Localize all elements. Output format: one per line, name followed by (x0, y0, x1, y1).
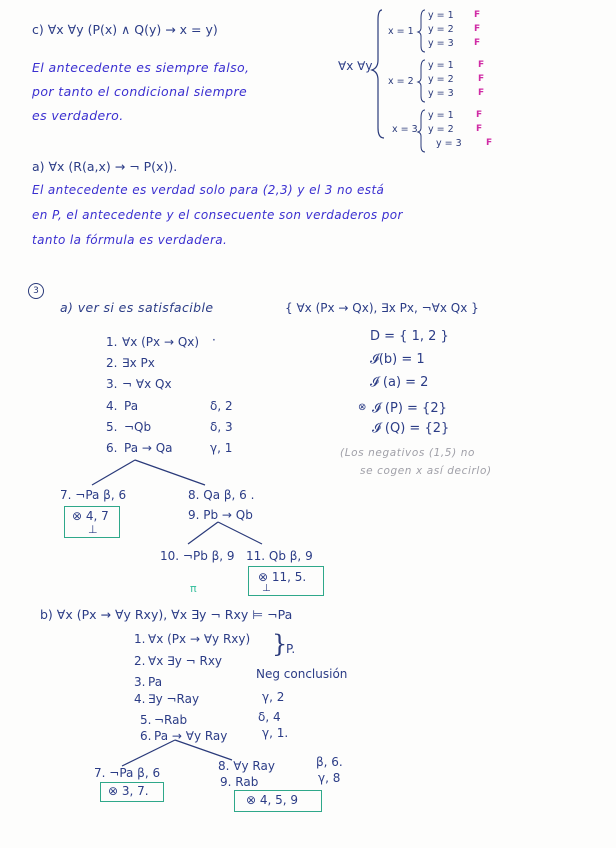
step-number: 6. (140, 729, 152, 743)
y-value: y = 1 (428, 10, 454, 21)
model-bullet: ⊗ (358, 402, 367, 413)
formula-set: { ∀x (Px → Qx), ∃x Px, ¬∀x Qx } (285, 301, 479, 315)
branch-left: 10. ¬Pb β, 9 (160, 549, 235, 563)
step-formula: Pa → Qa (124, 441, 173, 455)
step-formula: ∀x ∃y ¬ Rxy (148, 654, 223, 668)
truth-value: F (476, 124, 483, 134)
truth-value: F (474, 10, 481, 20)
branch-left: 7. ¬Pa β, 6 (60, 488, 127, 502)
branch-left: 7. ¬Pa β, 6 (94, 766, 161, 780)
branch-right: 11. Qb β, 9 (246, 549, 313, 563)
step-justification: γ, 2 (262, 690, 285, 704)
step-number: 2. (106, 356, 118, 370)
truth-value: F (478, 60, 485, 70)
note-line: se cogen x así decirlo) (360, 465, 492, 477)
part-a-heading: a) ver si es satisfacible (60, 300, 214, 315)
part-c-formula: c) ∀x ∀y (P(x) ∧ Q(y) → x = y) (32, 22, 218, 37)
step-number: 6. (106, 441, 118, 455)
y-value: y = 2 (428, 24, 454, 35)
part-c-line-1: El antecedente es siempre falso, (32, 60, 250, 75)
step-number: 5. (106, 420, 118, 434)
step-formula: ∀x (Px → ∀y Rxy) (148, 632, 251, 646)
y-value: y = 1 (428, 110, 454, 121)
step-number: 1. (106, 335, 118, 349)
part-a1-line-3: tanto la fórmula es verdadera. (32, 233, 228, 247)
step-justification: δ, 4 (258, 710, 281, 724)
step-number: 3. (134, 675, 146, 689)
y-value: y = 3 (428, 38, 454, 49)
step-formula: Pa (124, 399, 139, 413)
y-value: y = 1 (428, 60, 454, 71)
step-formula: Pa → ∀y Ray (154, 729, 228, 743)
step-number: 5. (140, 713, 152, 727)
exercise-number: 3 (28, 283, 44, 299)
step-justification: γ, 1 (210, 441, 233, 455)
y-value: y = 3 (436, 138, 462, 149)
step-justification: δ, 3 (210, 420, 233, 434)
premise-brace-label: P. (286, 642, 296, 656)
y-value: y = 2 (428, 74, 454, 85)
x-value: x = 2 (388, 76, 414, 87)
model-line: 𝓘 (P) = {2} (372, 401, 447, 416)
step-number: 4. (106, 399, 118, 413)
step-number: 3. (106, 377, 118, 391)
branch-justification: β, 6. (316, 755, 343, 769)
step-number: 2. (134, 654, 146, 668)
branch-right: 8. Qa β, 6 . (188, 488, 255, 502)
step-formula: Pa (148, 675, 163, 689)
closure-symbol: ⊥ (88, 523, 98, 536)
closure-label: ⊗ 4, 5, 9 (246, 793, 299, 807)
closure-symbol: ⊥ (262, 583, 271, 594)
step-justification: Neg conclusión (256, 667, 348, 681)
quantifier-prefix: ∀x ∀y (338, 59, 373, 73)
model-line: D = { 1, 2 } (370, 329, 449, 344)
note-line: (Los negativos (1,5) no (340, 447, 475, 459)
step-justification: γ, 1. (262, 726, 289, 740)
part-a1-formula: a) ∀x (R(a,x) → ¬ P(x)). (32, 159, 178, 174)
y-value: y = 2 (428, 124, 454, 135)
step-formula: ∃y ¬Ray (148, 692, 200, 706)
truth-value: F (474, 38, 481, 48)
branch-right: 8. ∀y Ray (218, 759, 275, 773)
truth-value: F (478, 74, 485, 84)
step-number: 4. (134, 692, 146, 706)
truth-value: F (474, 24, 481, 34)
step-number: 1. (134, 632, 146, 646)
x-value: x = 1 (388, 26, 414, 37)
model-line: 𝓘(b) = 1 (370, 352, 425, 367)
x-value: x = 3 (392, 124, 418, 135)
step-formula: ∃x Px (122, 356, 155, 370)
part-a1-line-2: en P, el antecedente y el consecuente son verdaderos por (32, 208, 403, 222)
branch-right-2: 9. Rab (220, 775, 259, 789)
y-value: y = 3 (428, 88, 454, 99)
truth-value: F (476, 110, 483, 120)
step-justification: δ, 2 (210, 399, 233, 413)
step-formula: ¬ ∀x Qx (122, 377, 172, 391)
part-c-line-3: es verdadero. (32, 108, 124, 123)
part-a1-line-1: El antecedente es verdad solo para (2,3) y el 3 no está (32, 183, 385, 197)
model-line: 𝓘 (a) = 2 (370, 375, 429, 390)
model-line: 𝓘 (Q) = {2} (372, 421, 450, 436)
step-formula: ∀x (Px → Qx) (122, 335, 200, 349)
truth-value: F (478, 88, 485, 98)
closure-label: ⊗ 4, 7 (72, 509, 109, 523)
truth-value: F (486, 138, 493, 148)
closure-label: ⊗ 11, 5. (258, 570, 307, 584)
premise-brace-icon: } (272, 630, 288, 658)
step-justification: · (212, 333, 216, 347)
step-formula: ¬Qb (124, 420, 152, 434)
margin-mark: π (190, 582, 197, 595)
part-c-line-2: por tanto el condicional siempre (32, 84, 248, 99)
closure-label: ⊗ 3, 7. (108, 784, 149, 798)
step-formula: ¬Rab (154, 713, 188, 727)
part-b-heading: b) ∀x (Px → ∀y Rxy), ∀x ∃y ¬ Rxy ⊨ ¬Pa (40, 607, 293, 622)
branch-right-2: 9. Pb → Qb (188, 508, 253, 522)
branch-justification: γ, 8 (318, 771, 341, 785)
